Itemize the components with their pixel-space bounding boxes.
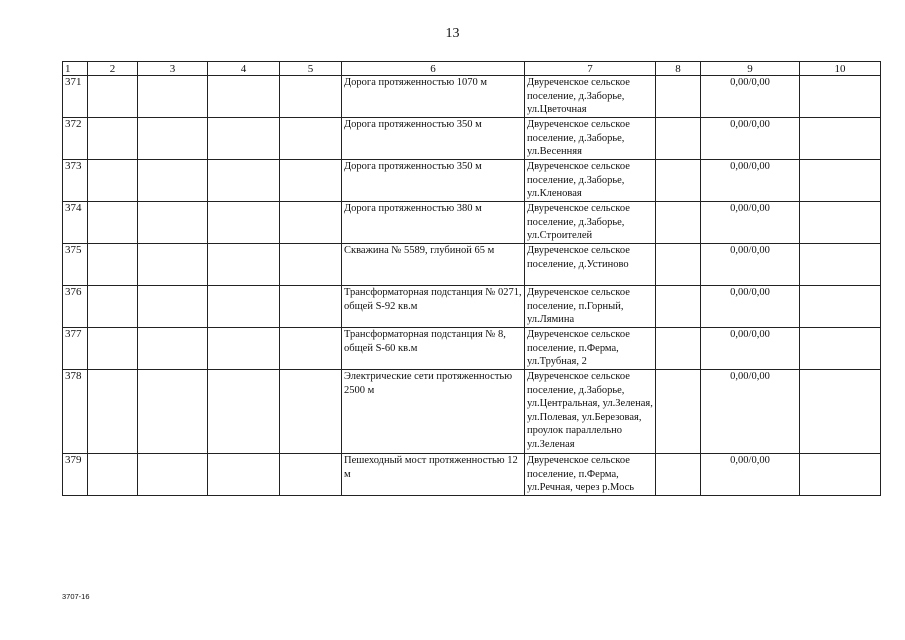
- column-header-10: 10: [800, 62, 881, 76]
- object-value: 0,00/0,00: [701, 76, 800, 118]
- object-value: 0,00/0,00: [701, 118, 800, 160]
- table-row: [63, 160, 881, 202]
- document-code: 3707-16: [62, 592, 90, 601]
- object-name: Трансформаторная подстанция № 8, общей S-60 кв.м: [342, 328, 525, 370]
- table-row: [63, 370, 881, 454]
- object-name: Пешеходный мост протяженностью 12 м: [342, 454, 525, 496]
- row-number: 377: [63, 328, 88, 370]
- row-number: 379: [63, 454, 88, 496]
- object-name: Дорога протяженностью 350 м: [342, 118, 525, 160]
- property-registry-table: [62, 61, 881, 496]
- table-row: [63, 328, 881, 370]
- row-number: 372: [63, 118, 88, 160]
- object-address: Двуреченское сельское поселение, п.Горный, ул.Лямина: [525, 286, 656, 328]
- row-number: 373: [63, 160, 88, 202]
- object-name: Дорога протяженностью 350 м: [342, 160, 525, 202]
- table-row: [63, 454, 881, 496]
- object-name: Электрические сети протяженностью 2500 м: [342, 370, 525, 454]
- table-row: [63, 118, 881, 160]
- object-address: Двуреченское сельское поселение, д.Заборье, ул.Кленовая: [525, 160, 656, 202]
- object-name: Дорога протяженностью 1070 м: [342, 76, 525, 118]
- row-number: 378: [63, 370, 88, 454]
- object-address: Двуреченское сельское поселение, д.Заборье, ул.Весенняя: [525, 118, 656, 160]
- object-name: Трансформаторная подстанция № 0271, общей S-92 кв.м: [342, 286, 525, 328]
- row-number: 371: [63, 76, 88, 118]
- column-header-3: 3: [138, 62, 208, 76]
- header-row: [63, 62, 881, 76]
- column-header-5: 5: [280, 62, 342, 76]
- object-value: 0,00/0,00: [701, 244, 800, 286]
- object-value: 0,00/0,00: [701, 328, 800, 370]
- object-name: Скважина № 5589, глубиной 65 м: [342, 244, 525, 286]
- object-address: Двуреченское сельское поселение, д.Заборье, ул.Центральная, ул.Зеленая, ул.Полевая, ул.Березовая, проулок параллельно ул.Зеленая: [525, 370, 656, 454]
- column-header-4: 4: [208, 62, 280, 76]
- object-address: Двуреченское сельское поселение, д.Устиново: [525, 244, 656, 286]
- object-address: Двуреченское сельское поселение, д.Заборье, ул.Цветочная: [525, 76, 656, 118]
- object-value: 0,00/0,00: [701, 286, 800, 328]
- object-value: 0,00/0,00: [701, 202, 800, 244]
- object-address: Двуреченское сельское поселение, п.Ферма, ул.Речная, через р.Мось: [525, 454, 656, 496]
- column-header-2: 2: [88, 62, 138, 76]
- row-number: 374: [63, 202, 88, 244]
- row-number: 375: [63, 244, 88, 286]
- column-header-9: 9: [701, 62, 800, 76]
- column-header-6: 6: [342, 62, 525, 76]
- column-header-8: 8: [656, 62, 701, 76]
- object-address: Двуреченское сельское поселение, д.Заборье, ул.Строителей: [525, 202, 656, 244]
- table-row: [63, 286, 881, 328]
- column-header-1: 1: [63, 62, 88, 76]
- column-header-7: 7: [525, 62, 656, 76]
- table-row: [63, 76, 881, 118]
- table-row: [63, 244, 881, 286]
- object-value: 0,00/0,00: [701, 454, 800, 496]
- object-value: 0,00/0,00: [701, 160, 800, 202]
- object-value: 0,00/0,00: [701, 370, 800, 454]
- page-number: 13: [445, 26, 460, 41]
- object-name: Дорога протяженностью 380 м: [342, 202, 525, 244]
- object-address: Двуреченское сельское поселение, п.Ферма, ул.Трубная, 2: [525, 328, 656, 370]
- table-row: [63, 202, 881, 244]
- row-number: 376: [63, 286, 88, 328]
